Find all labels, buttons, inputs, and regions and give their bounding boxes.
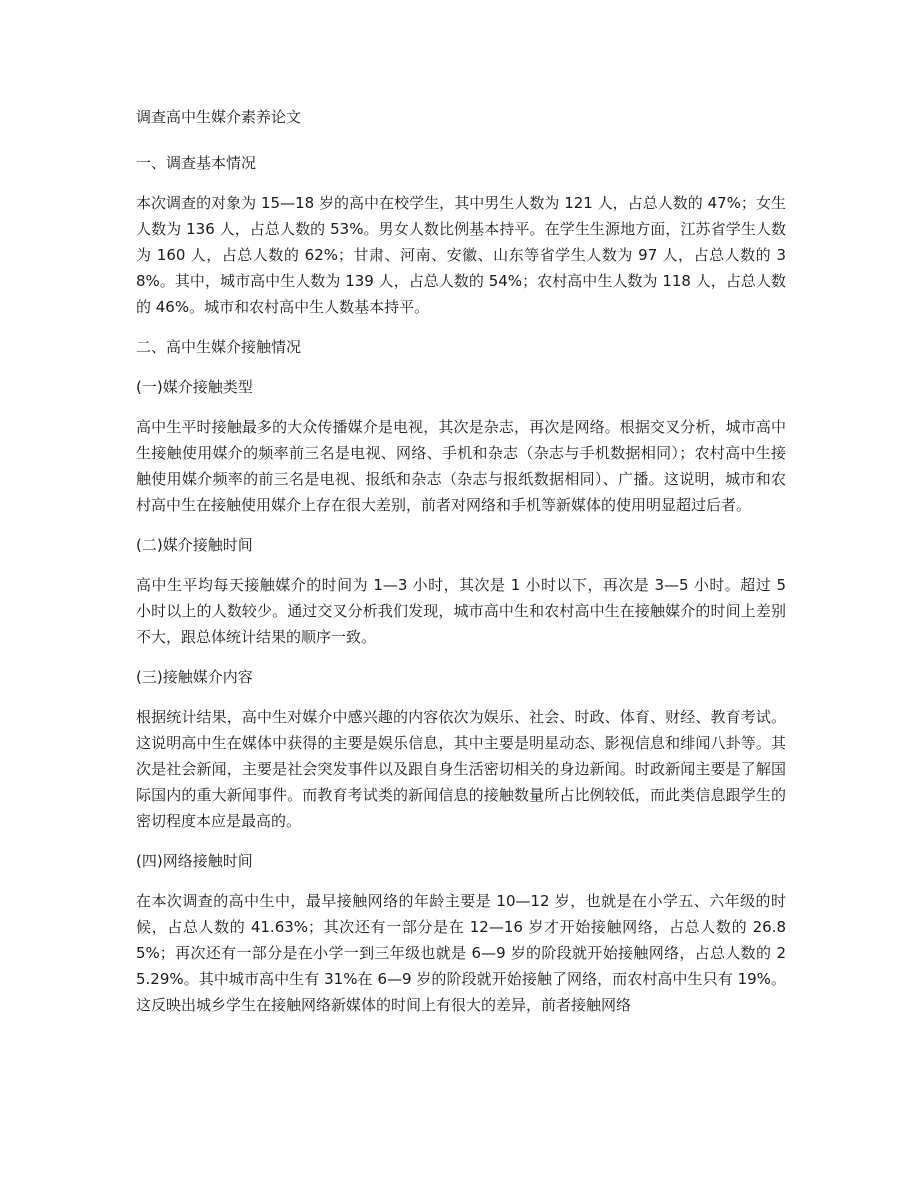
paragraph-media-time: 高中生平均每天接触媒介的时间为 1—3 小时，其次是 1 小时以下，再次是 3—5 小时。超过 5 小时以上的人数较少。通过交叉分析我们发现，城市高中生和农村高中生在接触媒介的时间上差别不大，跟总体统计结果的顺序一致。 <box>136 576 786 646</box>
paragraph-media-type: 高中生平时接触最多的大众传播媒介是电视，其次是杂志，再次是网络。根据交叉分析，城市高中生接触使用媒介的频率前三名是电视、网络、手机和杂志（杂志与手机数据相同）；农村高中生接触使用媒介频率的前三名是电视、报纸和杂志（杂志与报纸数据相同）、广播。这说明，城市和农村高中生在接触使用媒介上存在很大差别，前者对网络和手机等新媒体的使用明显超过后者。 <box>136 418 786 514</box>
section-heading-media-contact: 二、高中生媒介接触情况 <box>136 338 302 356</box>
section-heading-media-type: (一)媒介接触类型 <box>136 378 253 396</box>
paragraph-media-content: 根据统计结果，高中生对媒介中感兴趣的内容依次为娱乐、社会、时政、体育、财经、教育考试。这说明高中生在媒体中获得的主要是娱乐信息，其中主要是明星动态、影视信息和绯闻八卦等。其次是社会新闻，主要是社会突发事件以及跟自身生活密切相关的身边新闻。时政新闻主要是了解国际国内的重大新闻事件。而教育考试类的新闻信息的接触数量所占比例较低，而此类信息跟学生的密切程度本应是最高的。 <box>136 708 786 830</box>
paragraph-internet-time: 在本次调查的高中生中，最早接触网络的年龄主要是 10—12 岁，也就是在小学五、六年级的时候，占总人数的 41.63%；其次还有一部分是在 12—16 岁才开始接触网络，占总人数的 26.85%；再次还有一部分是在小学一到三年级也就是 6—9 岁的阶段就开始接触网络，占总人数的 25.29%。其中城市高中生有 31%在 6—9 岁的阶段就开始接触了网络，而农村高中生只有 19%。这反映出城乡学生在接触网络新媒体的时间上有很大的差异，前者接触网络 <box>136 892 786 1014</box>
section-heading-internet-time: (四)网络接触时间 <box>136 852 253 870</box>
section-heading-media-content: (三)接触媒介内容 <box>136 668 253 686</box>
document-title: 调查高中生媒介素养论文 <box>136 108 302 126</box>
section-heading-basic-info: 一、调查基本情况 <box>136 154 257 172</box>
paragraph-basic-info: 本次调查的对象为 15—18 岁的高中在校学生，其中男生人数为 121 人，占总人数的 47%；女生人数为 136 人，占总人数的 53%。男女人数比例基本持平。在学生生源地方面，江苏省学生人数为 160 人，占总人数的 62%；甘肃、河南、安徽、山东等省学生人数为 97 人，占总人数的 38%。其中，城市高中生人数为 139 人，占总人数的 54%；农村高中生人数为 118 人，占总人数的 46%。城市和农村高中生人数基本持平。 <box>136 194 786 316</box>
document-page <box>136 104 786 1032</box>
section-heading-media-time: (二)媒介接触时间 <box>136 536 253 554</box>
